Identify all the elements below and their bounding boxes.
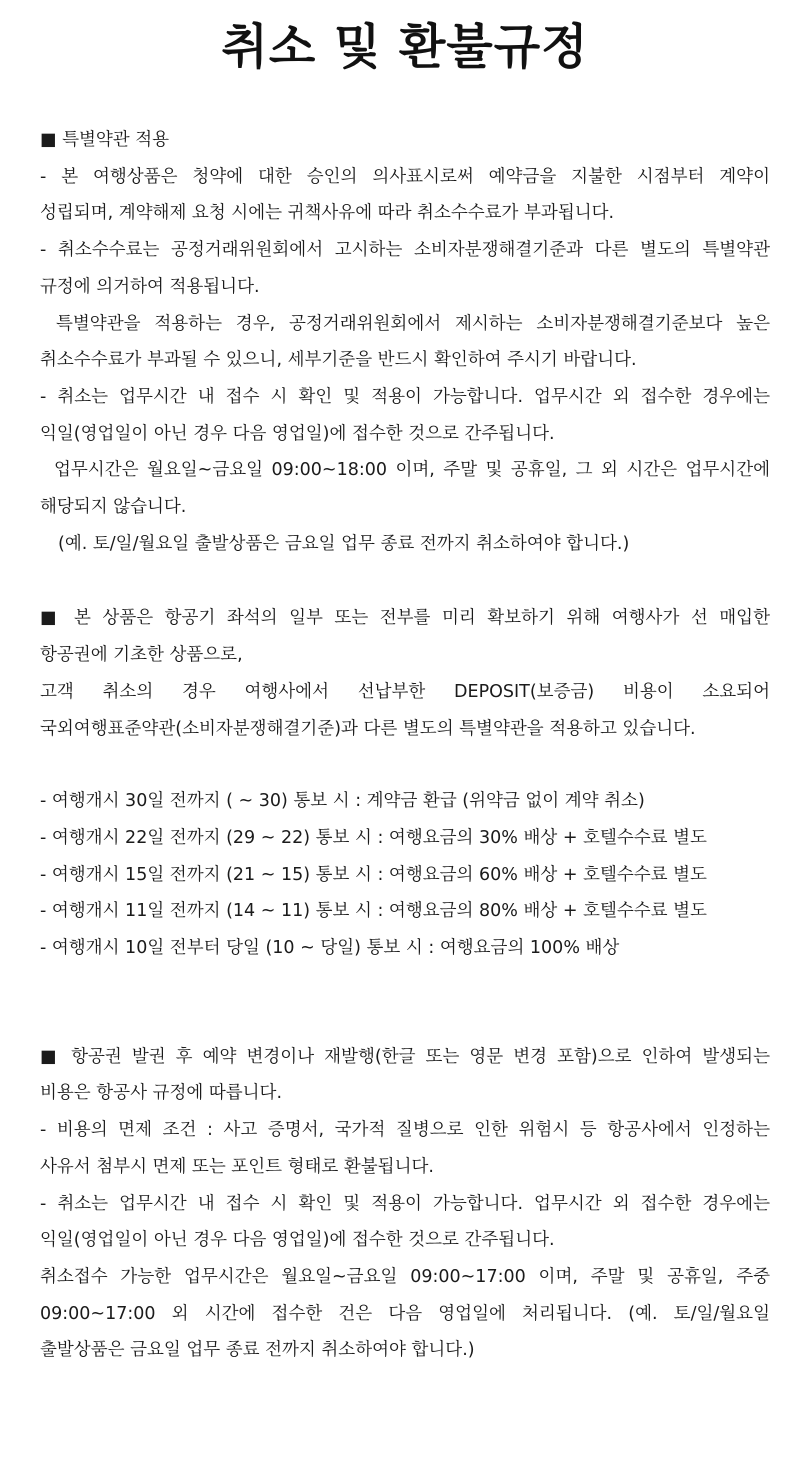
paragraph-line: 취소수수료가 부과될 수 있으니, 세부기준을 반드시 확인하여 주시기 바랍니다.: [40, 350, 637, 371]
paragraph-line: 규정에 의거하여 적용됩니다.: [40, 276, 260, 297]
paragraph-line: 익일(영업일이 아닌 경우 다음 영업일)에 접수한 것으로 간주됩니다.: [40, 1230, 555, 1251]
paragraph-line: 국외여행표준약관(소비자분쟁해결기준)과 다른 별도의 특별약관을 적용하고 있습니다.: [40, 718, 696, 739]
paragraph-line: 고객 취소의 경우 여행사에서 선납부한 DEPOSIT(보증금) 비용이 소요되어: [40, 681, 770, 702]
section-heading: ■ 특별약관 적용: [40, 130, 170, 150]
paragraph-line: ■ 항공권 발권 후 예약 변경이나 재발행(한글 또는 영문 변경 포함)으로 인하여 발생되는: [40, 1046, 770, 1067]
paragraph-line: 특별약관을 적용하는 경우, 공정거래위원회에서 제시하는 소비자분쟁해결기준보다 높은: [56, 313, 770, 334]
paragraph-line: 항공권에 기초한 상품으로,: [40, 645, 243, 666]
paragraph-line: 성립되며, 계약해제 요청 시에는 귀책사유에 따라 취소수수료가 부과됩니다.: [40, 203, 615, 224]
paragraph-line: 09:00~17:00 외 시간에 접수한 건은 다음 영업일에 처리됩니다. (예. 토/일/월요일: [40, 1303, 770, 1324]
paragraph-line: - 취소수수료는 공정거래위원회에서 고시하는 소비자분쟁해결기준과 다른 별도의 특별약관: [40, 240, 770, 261]
paragraph-line: - 취소는 업무시간 내 접수 시 확인 및 적용이 가능합니다. 업무시간 외 접수한 경우에는: [40, 1193, 770, 1214]
paragraph-line: 익일(영업일이 아닌 경우 다음 영업일)에 접수한 것으로 간주됩니다.: [40, 423, 555, 444]
paragraph-line: - 비용의 면제 조건 : 사고 증명서, 국가적 질병으로 인한 위험시 등 항공사에서 인정하는: [40, 1120, 770, 1141]
paragraph-line: (예. 토/일/월요일 출발상품은 금요일 업무 종료 전까지 취소하여야 합니다.): [58, 533, 630, 554]
paragraph-line: ■ 본 상품은 항공기 좌석의 일부 또는 전부를 미리 확보하기 위해 여행사가 선 매입한: [40, 608, 770, 629]
paragraph-line: - 취소는 업무시간 내 접수 시 확인 및 적용이 가능합니다. 업무시간 외 접수한 경우에는: [40, 386, 770, 407]
schedule-item: - 여행개시 30일 전까지 ( ~ 30) 통보 시 : 계약금 환급 (위약금 없이 계약 취소): [40, 791, 645, 812]
paragraph-line: 해당되지 않습니다.: [40, 497, 187, 518]
paragraph-line: 비용은 항공사 규정에 따릅니다.: [40, 1083, 283, 1104]
paragraph-line: 업무시간은 월요일~금요일 09:00~18:00 이며, 주말 및 공휴일, 그 외 시간은 업무시간에: [54, 460, 770, 481]
schedule-item: - 여행개시 10일 전부터 당일 (10 ~ 당일) 통보 시 : 여행요금의 100% 배상: [40, 938, 620, 959]
page-title: 취소 및 환불규정: [221, 19, 589, 75]
schedule-item: - 여행개시 22일 전까지 (29 ~ 22) 통보 시 : 여행요금의 30% 배상 + 호텔수수료 별도: [40, 827, 707, 848]
schedule-item: - 여행개시 11일 전까지 (14 ~ 11) 통보 시 : 여행요금의 80% 배상 + 호텔수수료 별도: [40, 901, 707, 922]
paragraph-line: 취소접수 가능한 업무시간은 월요일~금요일 09:00~17:00 이며, 주말 및 공휴일, 주중: [40, 1266, 770, 1287]
special-terms-section: [40, 122, 770, 562]
deposit-section: [40, 600, 770, 747]
paragraph-line: - 본 여행상품은 청약에 대한 승인의 의사표시로써 예약금을 지불한 시점부터 계약이: [40, 166, 770, 187]
cancellation-fee-schedule: [40, 783, 770, 967]
paragraph-line: 출발상품은 금요일 업무 종료 전까지 취소하여야 합니다.): [40, 1340, 475, 1361]
schedule-item: - 여행개시 15일 전까지 (21 ~ 15) 통보 시 : 여행요금의 60% 배상 + 호텔수수료 별도: [40, 864, 707, 885]
air-ticket-section: [40, 1039, 770, 1369]
paragraph-line: 사유서 첨부시 면제 또는 포인트 형태로 환불됩니다.: [40, 1156, 434, 1177]
